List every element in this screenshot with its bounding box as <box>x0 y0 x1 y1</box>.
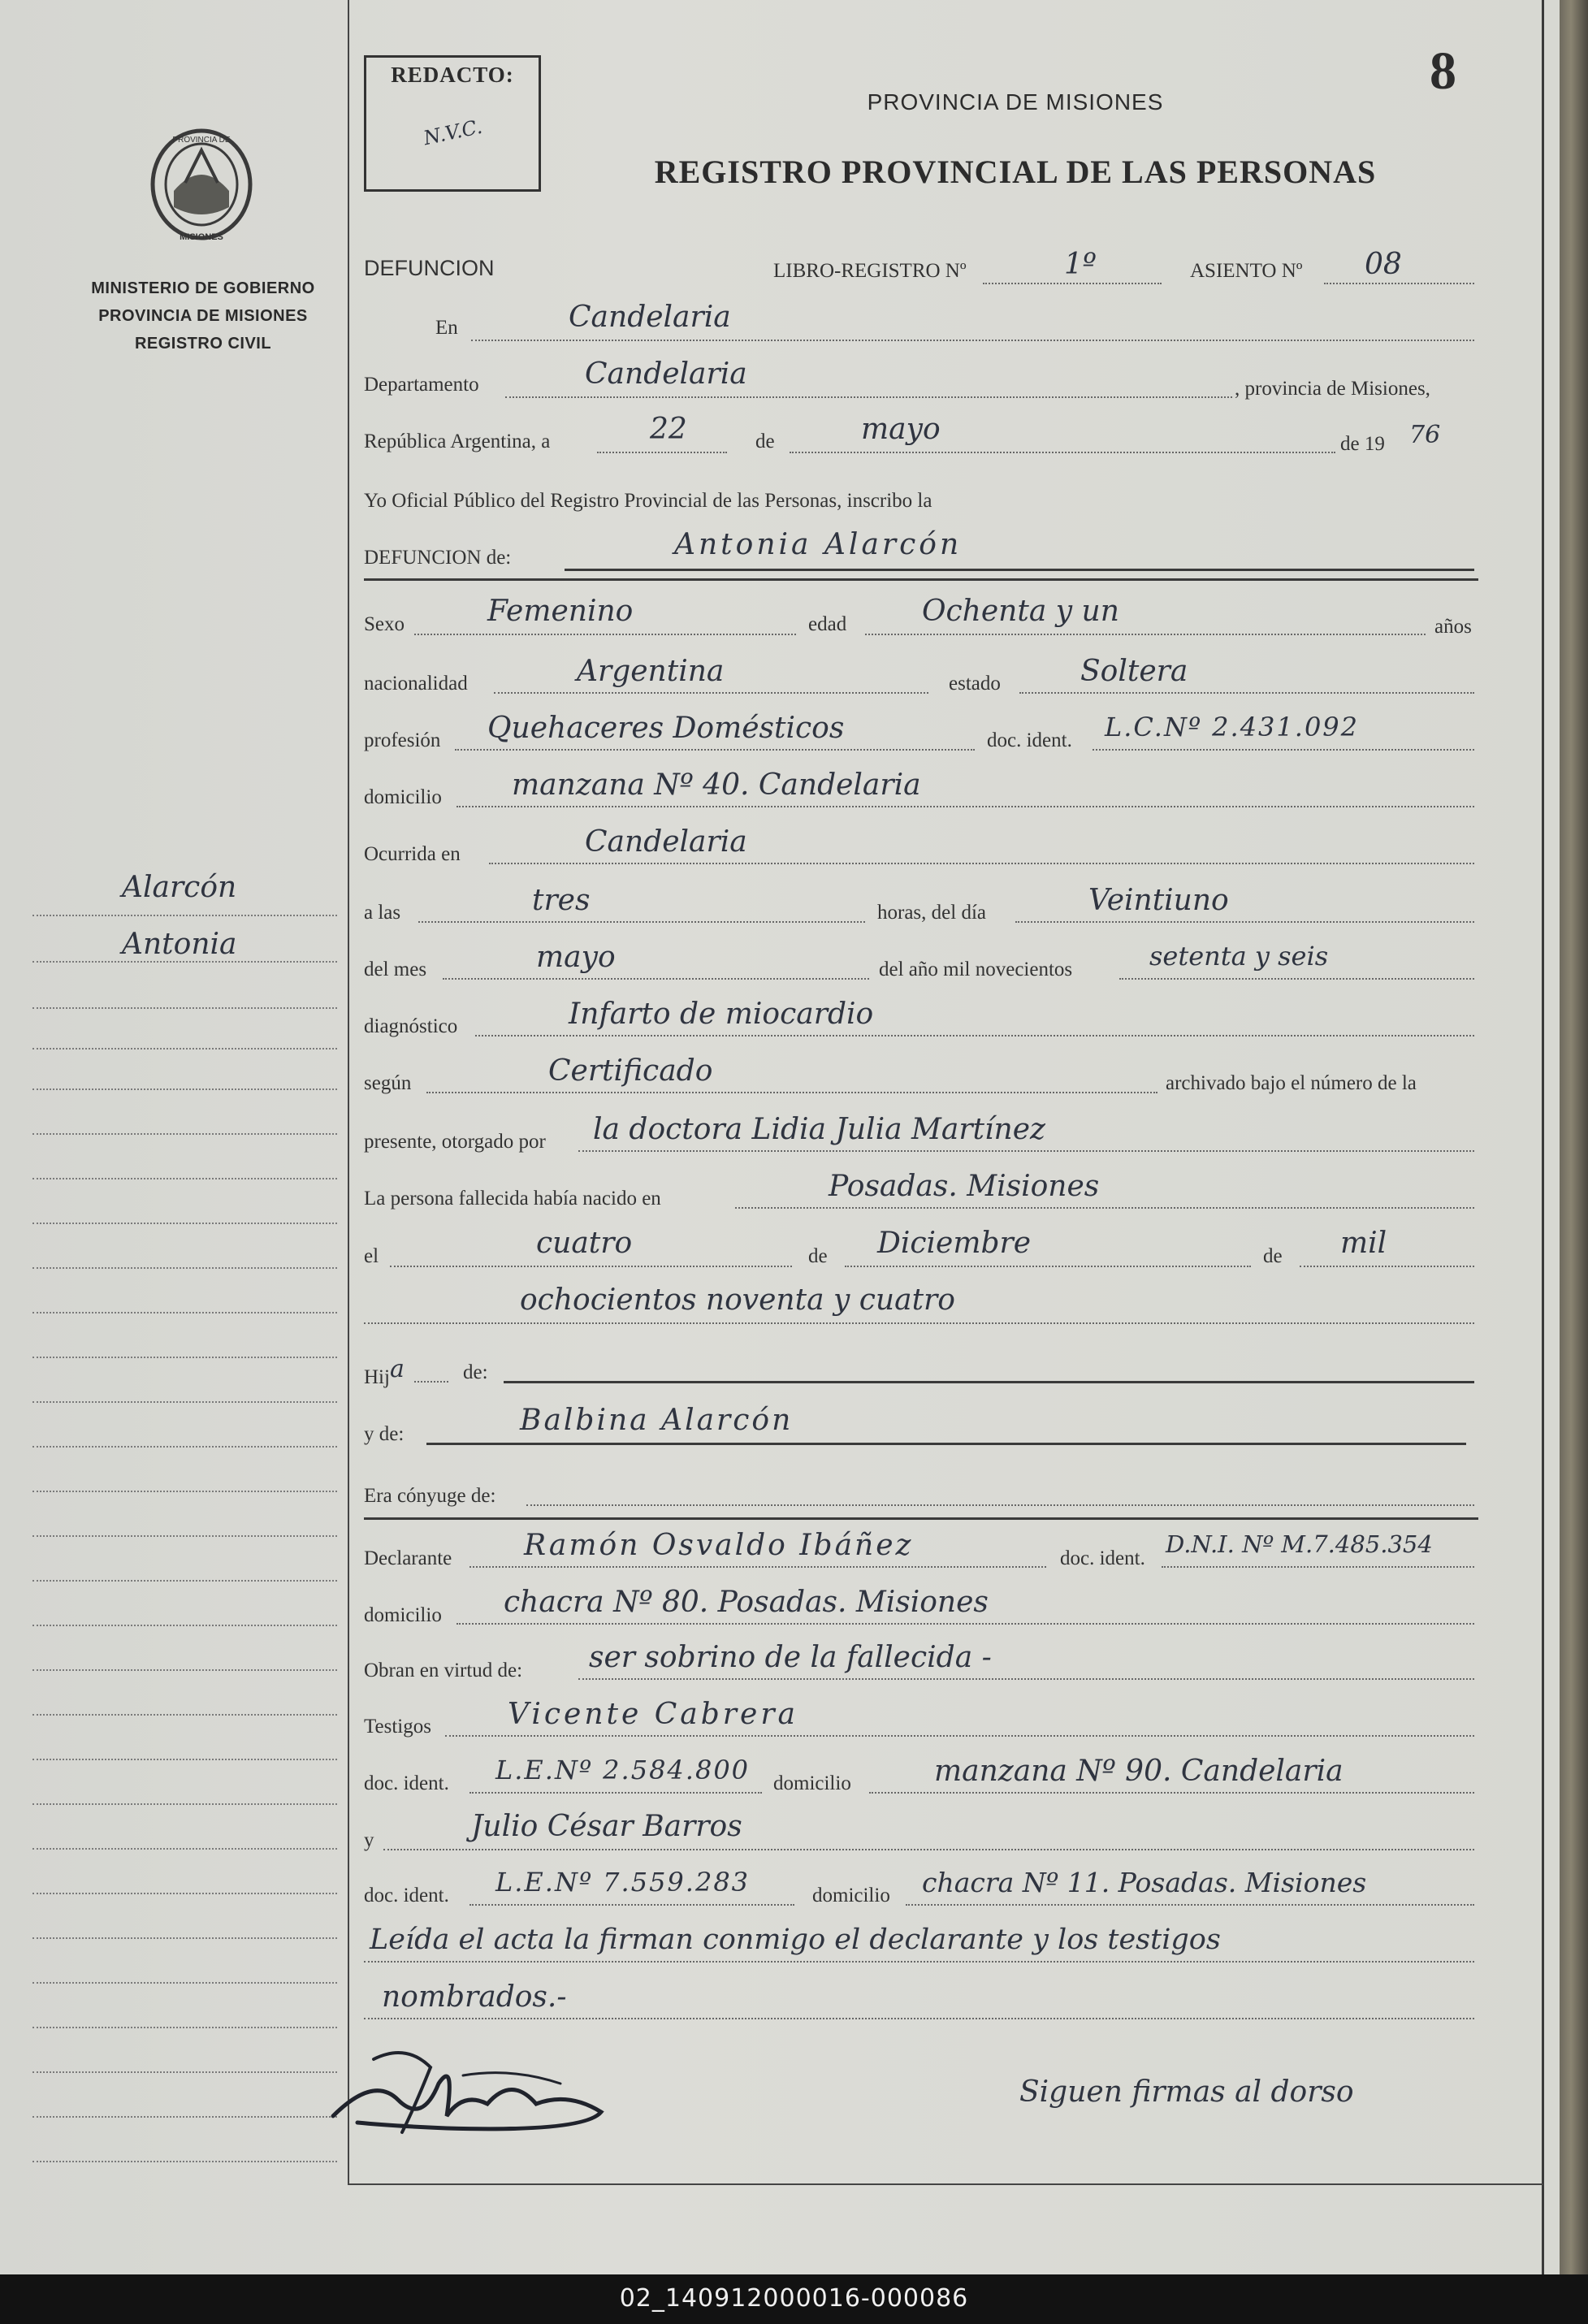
horas-label: horas, del día <box>877 902 986 924</box>
estado-label: estado <box>949 673 1001 695</box>
segun-value: Certificado <box>548 1054 713 1088</box>
asiento-label: ASIENTO Nº <box>1190 260 1303 282</box>
margin-rule <box>32 1848 337 1850</box>
margin-rule <box>32 1401 337 1403</box>
de-label-2: de <box>808 1245 828 1267</box>
margin-rule <box>32 1048 337 1049</box>
del-mes-label: del mes <box>364 959 427 980</box>
testigo1-dom-value: manzana Nº 90. Candelaria <box>934 1755 1344 1788</box>
birth-year-value: ochocientos noventa y cuatro <box>520 1283 955 1317</box>
testigo2-value: Julio César Barros <box>471 1810 742 1843</box>
de-19-label: de 19 <box>1340 433 1385 455</box>
day-value: 22 <box>650 413 687 446</box>
redacto-box <box>364 55 541 192</box>
dia-line <box>1015 921 1474 923</box>
hora-value: tres <box>532 884 591 917</box>
margin-rule <box>32 1267 337 1269</box>
domicilio-label: domicilio <box>364 786 442 808</box>
margin-rule <box>32 1223 337 1224</box>
declarante-doc-label: doc. ident. <box>1060 1547 1145 1569</box>
binder-edge <box>1560 0 1588 2274</box>
ocurrida-value: Candelaria <box>585 825 747 859</box>
obran-value: ser sobrino de la fallecida - <box>589 1641 992 1674</box>
birth-day-line <box>390 1266 792 1267</box>
margin-rule <box>32 1714 337 1716</box>
madre-value: Balbina Alarcón <box>520 1404 794 1437</box>
province-title: PROVINCIA DE MISIONES <box>867 89 1164 115</box>
anos-label: años <box>1434 616 1472 638</box>
declarante-dom-label: domicilio <box>364 1604 442 1626</box>
edad-line <box>865 634 1426 635</box>
margin-rule <box>32 961 337 963</box>
y-de-label: y de: <box>364 1423 405 1445</box>
margin-firstname: Antonia <box>122 928 237 961</box>
registry-title: REGISTRO PROVINCIAL DE LAS PERSONAS <box>654 154 1377 190</box>
conyuge-label: Era cónyuge de: <box>364 1485 496 1507</box>
seal-top-text: PROVINCIA DE <box>172 136 231 145</box>
presente-label: presente, otorgado por <box>364 1131 546 1153</box>
margin-rule <box>32 1491 337 1492</box>
redacto-value: N.V.C. <box>421 115 485 150</box>
doc-value: L.C.Nº 2.431.092 <box>1105 712 1360 742</box>
deceased-line <box>565 569 1474 571</box>
nacionalidad-value: Argentina <box>577 655 725 688</box>
de-colon-label: de: <box>463 1361 488 1383</box>
siguen-firmas-text: Siguen firmas al dorso <box>1019 2075 1354 2109</box>
de-label: de <box>755 431 775 452</box>
otorgado-value: la doctora Lidia Julia Martínez <box>593 1113 1045 1146</box>
sexo-line <box>414 634 796 635</box>
hij-suffix: a <box>389 1355 405 1383</box>
day-line <box>597 452 727 453</box>
margin-rule <box>32 1982 337 1984</box>
hora-line <box>418 921 865 923</box>
testigo1-doc-label: doc. ident. <box>364 1772 449 1794</box>
birth-day-value: cuatro <box>536 1227 633 1260</box>
declarante-doc-line <box>1162 1566 1474 1568</box>
padre-line <box>504 1381 1474 1383</box>
margin-rule <box>32 915 337 916</box>
doc-label: doc. ident. <box>987 729 1072 751</box>
birth-mil-value: mil <box>1340 1227 1387 1260</box>
en-value: Candelaria <box>569 301 731 334</box>
footer-bar <box>0 2274 1588 2324</box>
yo-oficial-text: Yo Oficial Público del Registro Provincial de las Personas, inscribo la <box>364 490 932 512</box>
ministry-line: PROVINCIA DE MISIONES <box>98 307 308 325</box>
nacido-label: La persona fallecida había nacido en <box>364 1188 661 1210</box>
estado-value: Soltera <box>1080 655 1188 688</box>
conyuge-line <box>526 1504 1474 1506</box>
del-ano-label: del año mil novecientos <box>879 959 1073 980</box>
image-id-label: 02_140912000016-000086 <box>619 2284 969 2313</box>
margin-rule <box>32 2161 337 2162</box>
de-label-3: de <box>1263 1245 1283 1267</box>
declarante-line <box>469 1566 1046 1568</box>
margin-rule <box>32 2071 337 2073</box>
margin-rule <box>32 1580 337 1582</box>
edad-value: Ochenta y un <box>922 595 1119 628</box>
ocurrida-line <box>489 863 1474 864</box>
asiento-value: 08 <box>1365 248 1402 281</box>
hij-dots <box>414 1381 448 1383</box>
testigo1-doc-line <box>469 1792 762 1794</box>
birth-year-line <box>364 1322 1474 1324</box>
ministry-block <box>32 275 374 357</box>
archivado-label: archivado bajo el número de la <box>1166 1072 1417 1094</box>
right-border <box>1542 0 1544 2274</box>
ano-value: setenta y seis <box>1149 941 1329 972</box>
page-number: 8 <box>1430 41 1456 101</box>
closing-line-1 <box>364 1961 1474 1963</box>
a-las-label: a las <box>364 902 401 924</box>
departamento-line <box>505 396 1232 398</box>
hij-label <box>364 1355 405 1390</box>
ministry-line: REGISTRO CIVIL <box>134 335 272 353</box>
margin-rule <box>32 1007 337 1009</box>
month-value: mayo <box>861 413 941 446</box>
madre-line <box>426 1443 1466 1445</box>
month-line <box>790 452 1335 453</box>
official-signature <box>325 2027 650 2149</box>
testigo1-value: Vicente Cabrera <box>508 1698 798 1731</box>
margin-rule <box>32 1893 337 1894</box>
margin-rule <box>32 1669 337 1671</box>
nacionalidad-label: nacionalidad <box>364 673 468 695</box>
declarante-dom-value: chacra Nº 80. Posadas. Misiones <box>504 1586 989 1619</box>
testigo2-doc-value: L.E.Nº 7.559.283 <box>495 1867 751 1898</box>
testigo2-line <box>383 1849 1474 1850</box>
mes-value: mayo <box>536 941 616 974</box>
en-line <box>471 340 1474 341</box>
profesion-value: Quehaceres Domésticos <box>487 712 845 745</box>
testigo2-doc-line <box>469 1904 794 1906</box>
diagnostico-value: Infarto de miocardio <box>569 998 874 1031</box>
margin-rule <box>32 1625 337 1626</box>
sexo-label: Sexo <box>364 613 405 635</box>
margin-rule <box>32 1178 337 1179</box>
mes-line <box>443 978 869 980</box>
doc-line <box>1093 749 1474 751</box>
libro-label: LIBRO-REGISTRO Nº <box>773 260 967 282</box>
departamento-label: Departamento <box>364 374 479 396</box>
margin-rule <box>32 1759 337 1760</box>
el-label: el <box>364 1245 379 1267</box>
ministry-line: MINISTERIO DE GOBIERNO <box>91 279 315 297</box>
margin-rule <box>32 1357 337 1358</box>
segun-line <box>426 1092 1157 1093</box>
domicilio-line <box>456 806 1474 807</box>
provincial-seal-icon <box>145 126 258 248</box>
margin-rule <box>32 1803 337 1805</box>
diagnostico-label: diagnóstico <box>364 1015 458 1037</box>
departamento-value: Candelaria <box>585 357 747 391</box>
testigo2-dom-value: chacra Nº 11. Posadas. Misiones <box>922 1867 1367 1898</box>
asiento-line <box>1324 283 1474 284</box>
provincia-label: , provincia de Misiones, <box>1235 378 1430 400</box>
margin-rule <box>32 1133 337 1135</box>
testigo1-dom-label: domicilio <box>773 1772 851 1794</box>
obran-line <box>578 1678 1474 1680</box>
testigo1-line <box>445 1735 1474 1737</box>
margin-rule <box>32 2116 337 2118</box>
section-divider-2 <box>364 1517 1478 1520</box>
section-divider <box>364 578 1478 581</box>
defuncion-de-label: DEFUNCION de: <box>364 547 512 569</box>
republica-label: República Argentina, a <box>364 431 551 452</box>
year-value: 76 <box>1409 421 1441 449</box>
testigo2-dom-label: domicilio <box>812 1885 890 1906</box>
bottom-border <box>348 2183 1543 2185</box>
dia-value: Veintiuno <box>1088 884 1229 917</box>
redacto-label: REDACTO: <box>391 63 514 87</box>
margin-rule <box>32 1535 337 1537</box>
declarante-doc-value: D.N.I. Nº M.7.485.354 <box>1166 1530 1433 1558</box>
ocurrida-label: Ocurrida en <box>364 843 461 865</box>
margin-rule <box>32 2027 337 2028</box>
testigo2-dom-line <box>906 1904 1474 1906</box>
nacionalidad-line <box>494 692 928 694</box>
birth-mil-line <box>1300 1266 1474 1267</box>
testigo1-dom-line <box>869 1792 1474 1794</box>
profesion-line <box>455 749 975 751</box>
closing-line-2 <box>364 2018 1474 2019</box>
margin-rule <box>32 1088 337 1090</box>
testigo1-doc-value: L.E.Nº 2.584.800 <box>495 1755 751 1785</box>
hij-prefix: Hij <box>364 1366 390 1388</box>
margin-rule <box>32 1446 337 1448</box>
seal-bottom-text: MISIONES <box>180 232 223 242</box>
libro-line <box>983 283 1162 284</box>
libro-value: 1º <box>1064 248 1097 281</box>
closing-text-2: nombrados.- <box>382 1980 567 2014</box>
margin-rule <box>32 1312 337 1313</box>
y-label: y <box>364 1829 374 1851</box>
margin-rule <box>32 1937 337 1939</box>
otorgado-line <box>578 1150 1474 1152</box>
defuncion-heading: DEFUNCION <box>364 256 495 280</box>
nacido-value: Posadas. Misiones <box>829 1170 1100 1203</box>
birth-month-value: Diciembre <box>877 1227 1032 1260</box>
segun-label: según <box>364 1072 412 1094</box>
margin-surname: Alarcón <box>122 871 237 904</box>
obran-label: Obran en virtud de: <box>364 1660 523 1681</box>
edad-label: edad <box>808 613 847 635</box>
domicilio-value: manzana Nº 40. Candelaria <box>512 768 921 802</box>
ano-line <box>1119 978 1474 980</box>
declarante-dom-line <box>456 1623 1474 1625</box>
deceased-value: Antonia Alarcón <box>674 528 963 561</box>
estado-line <box>1019 692 1474 694</box>
closing-text-1: Leída el acta la firman conmigo el declarante y los testigos <box>370 1924 1221 1956</box>
declarante-value: Ramón Osvaldo Ibáñez <box>524 1529 914 1562</box>
birth-month-line <box>845 1266 1251 1267</box>
nacido-line <box>735 1207 1474 1209</box>
diagnostico-line <box>475 1035 1474 1036</box>
profesion-label: profesión <box>364 729 441 751</box>
testigos-label: Testigos <box>364 1716 431 1738</box>
sexo-value: Femenino <box>487 595 634 628</box>
en-label: En <box>435 317 458 339</box>
testigo2-doc-label: doc. ident. <box>364 1885 449 1906</box>
declarante-label: Declarante <box>364 1547 452 1569</box>
